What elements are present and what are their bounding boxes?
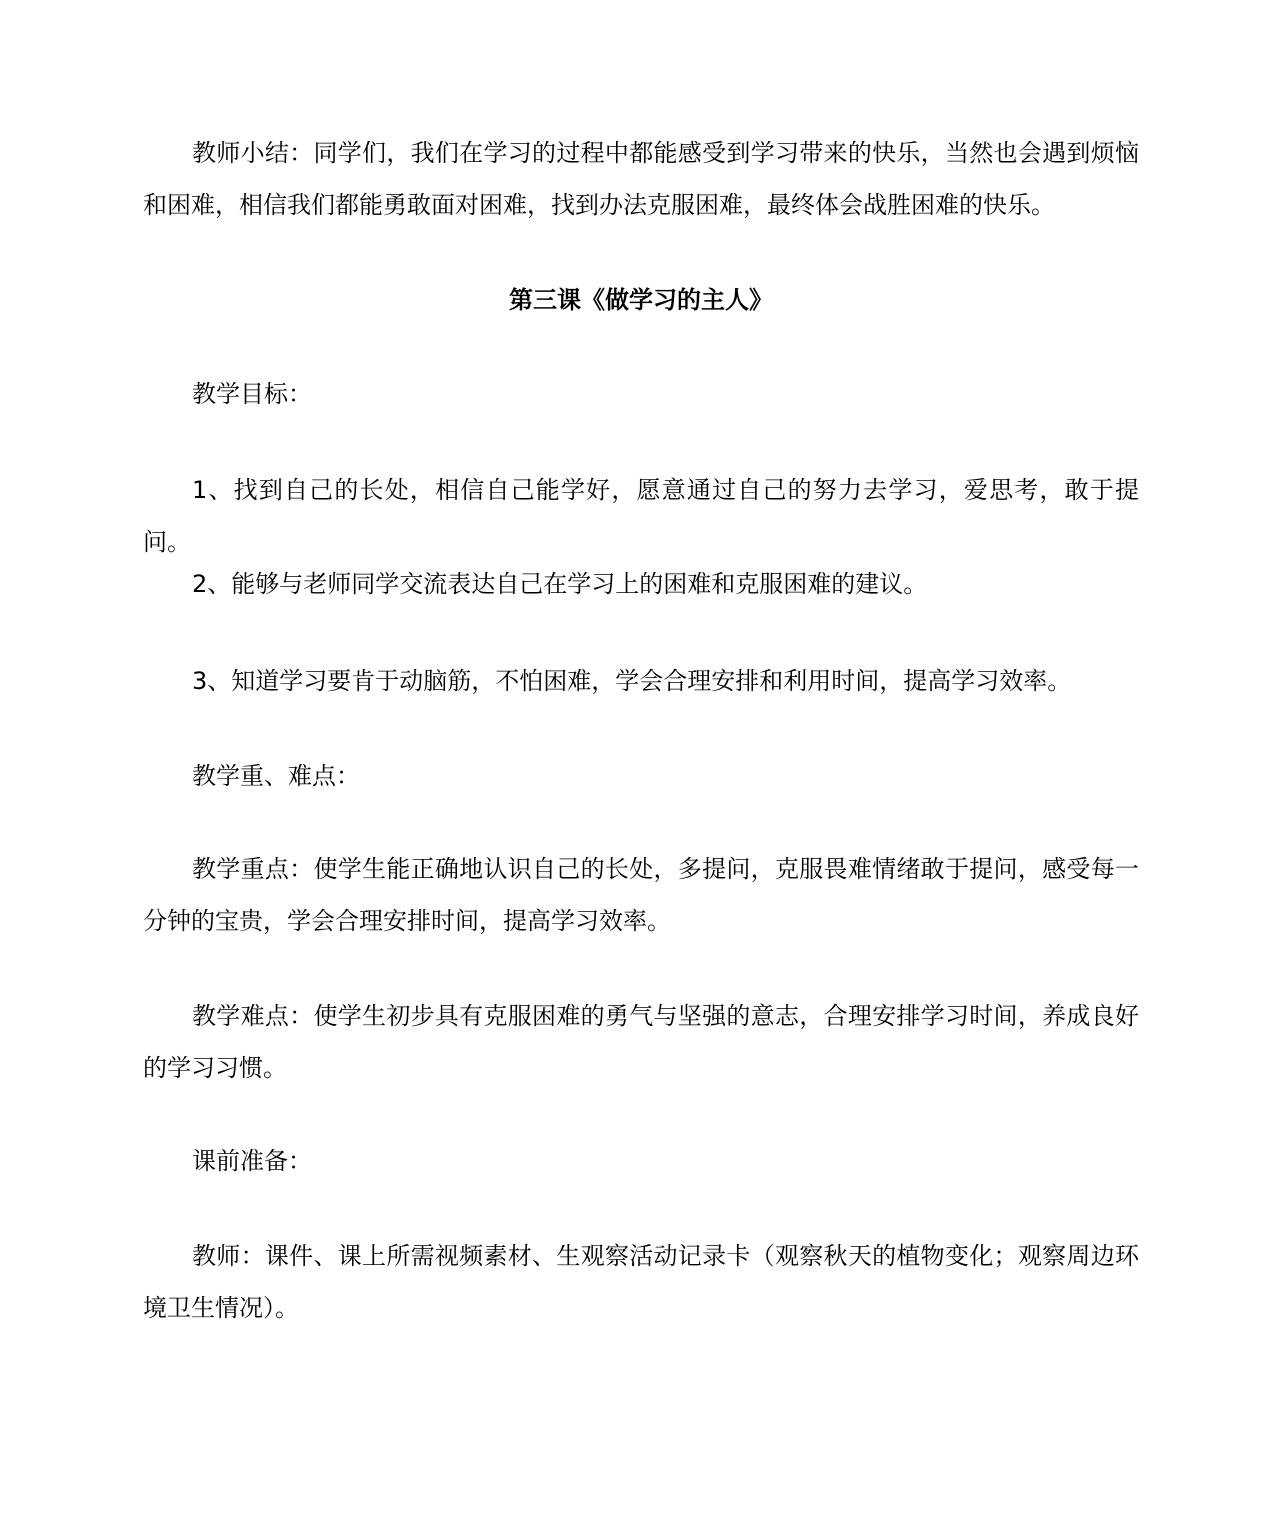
difficult-points-paragraph: 教学难点：使学生初步具有克服困难的勇气与坚强的意志，合理安排学习时间，养成良好的学习习惯。 bbox=[143, 1002, 1139, 1082]
preparation-heading: 课前准备： bbox=[192, 1147, 312, 1175]
objective-3: 3、知道学习要肯于动脑筋，不怕困难，学会合理安排和利用时间，提高学习效率。 bbox=[192, 667, 1072, 695]
objectives-heading: 教学目标： bbox=[192, 380, 312, 408]
lesson-title: 第三课《做学习的主人》 bbox=[509, 286, 773, 314]
key-points-paragraph: 教学重点：使学生能正确地认识自己的长处，多提问，克服畏难情绪敢于提问，感受每一分钟的宝贵，学会合理安排时间，提高学习效率。 bbox=[143, 855, 1139, 935]
teacher-preparation-paragraph: 教师：课件、课上所需视频素材、生观察活动记录卡（观察秋天的植物变化；观察周边环境卫生情况）。 bbox=[143, 1242, 1139, 1322]
objective-2: 2、能够与老师同学交流表达自己在学习上的困难和克服困难的建议。 bbox=[192, 570, 928, 598]
objective-1: 1、找到自己的长处，相信自己能学好，愿意通过自己的努力去学习，爱思考，敢于提问。 bbox=[143, 476, 1139, 556]
summary-paragraph: 教师小结：同学们，我们在学习的过程中都能感受到学习带来的快乐，当然也会遇到烦恼和困难，相信我们都能勇敢面对困难，找到办法克服困难，最终体会战胜困难的快乐。 bbox=[143, 139, 1139, 219]
key-difficult-heading: 教学重、难点： bbox=[192, 762, 360, 790]
